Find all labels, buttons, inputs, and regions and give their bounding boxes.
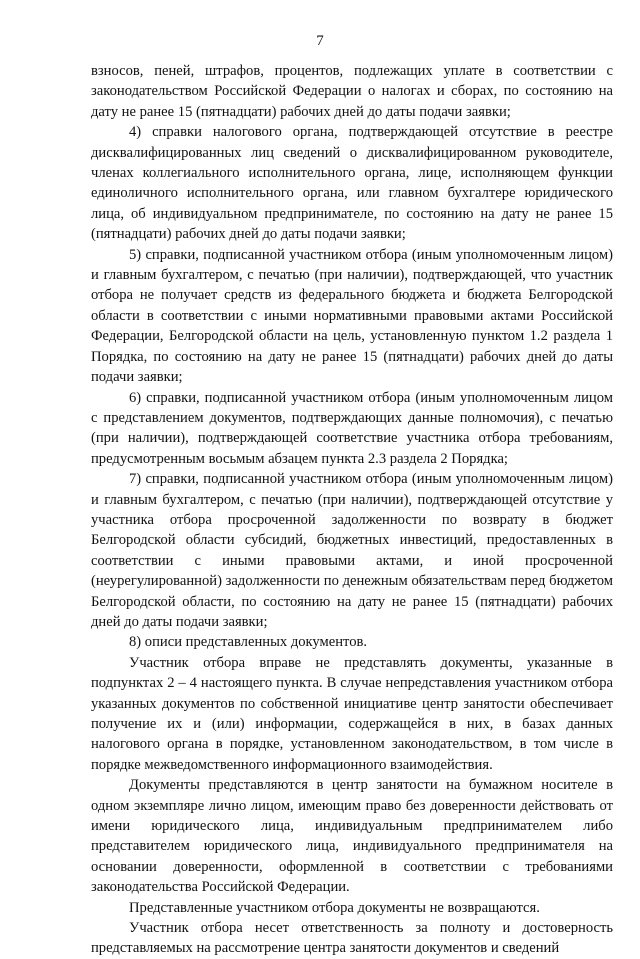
- paragraph-item-6: 6) справки, подписанной участником отбора (иным уполномоченным лицом с представлением документов, подтверждающих данные полномочия), с печатью (при наличии), подтверждающей соответствие участника отбора требованиям, предусмотренным восьмым абзацем пункта 2.3 раздела 2 Порядка;: [91, 389, 613, 467]
- paragraph-item-7: 7) справки, подписанной участником отбора (иным уполномоченным лицом) и главным бухгалтером, с печатью (при наличии), подтверждающей отсутствие у участника отбора просроченной задолженности по возврату в бюджет Белгородской области субсидий, бюджетных инвестиций, предоставленных в соответствии с иными правовыми актами, и иной просроченной (неурегулированной) задолженности по денежным обязательствам перед бюджетом Белгородской области, по состоянию на дату не ранее 15 (пятнадцати) рабочих дней до даты подачи заявки;: [91, 471, 613, 630]
- paragraph-item-8: 8) описи представленных документов.: [129, 634, 368, 651]
- paragraph-not-returned: Представленные участником отбора документы не возвращаются.: [129, 899, 540, 916]
- paragraph-submission: Документы представляются в центр занятости на бумажном носителе в одном экземпляре лично лицом, имеющим право без доверенности действовать от имени юридического лица, индивидуальным предпринимателем либо представителем юридического лица, индивидуального предпринимателя на основании доверенности, оформленной в соответствии с требованиями законодательства Российской Федерации.: [91, 777, 613, 896]
- paragraph-item-5: 5) справки, подписанной участником отбора (иным уполномоченным лицом) и главным бухгалтером, с печатью (при наличии), подтверждающей, что участник отбора не получает средств из федерального бюджета и бюджета Белгородской области в соответствии с иными нормативными правовыми актами Российской Федерации, Белгородской области на цель, установленную пунктом 1.2 раздела 1 Порядка, по состоянию на дату не ранее 15 (пятнадцати) рабочих дней до даты подачи заявки;: [91, 246, 613, 386]
- document-text: [91, 61, 613, 959]
- paragraph-responsibility: Участник отбора несет ответственность за полноту и достоверность представляемых на рассмотрение центра занятости документов и сведений: [91, 920, 613, 957]
- paragraph-continuation: взносов, пеней, штрафов, процентов, подлежащих уплате в соответствии с законодательством Российской Федерации о налогах и сборах, по состоянию на дату не ранее 15 (пятнадцати) рабочих дней до даты подачи заявки;: [91, 63, 613, 120]
- paragraph-item-4: 4) справки налогового органа, подтверждающей отсутствие в реестре дисквалифицированных лиц сведений о дисквалифицированном руководителе, членах коллегиального исполнительного органа, лице, исполняющем функции единоличного исполнительного органа, или главном бухгалтере юридического лица, об индивидуальном предпринимателе, по состоянию на дату не ранее 15 (пятнадцати) рабочих дней до даты подачи заявки;: [91, 124, 613, 243]
- page-number: 7: [316, 33, 324, 49]
- paragraph-optional-documents: Участник отбора вправе не представлять документы, указанные в подпунктах 2 – 4 настоящего пункта. В случае непредставления участником отбора указанных документов по собственной инициативе центр занятости обеспечивает получение их и (или) информации, содержащейся в них, в базах данных налогового органа в порядке, установленном законодательством, в том числе в порядке межведомственного информационного взаимодействия.: [91, 654, 613, 773]
